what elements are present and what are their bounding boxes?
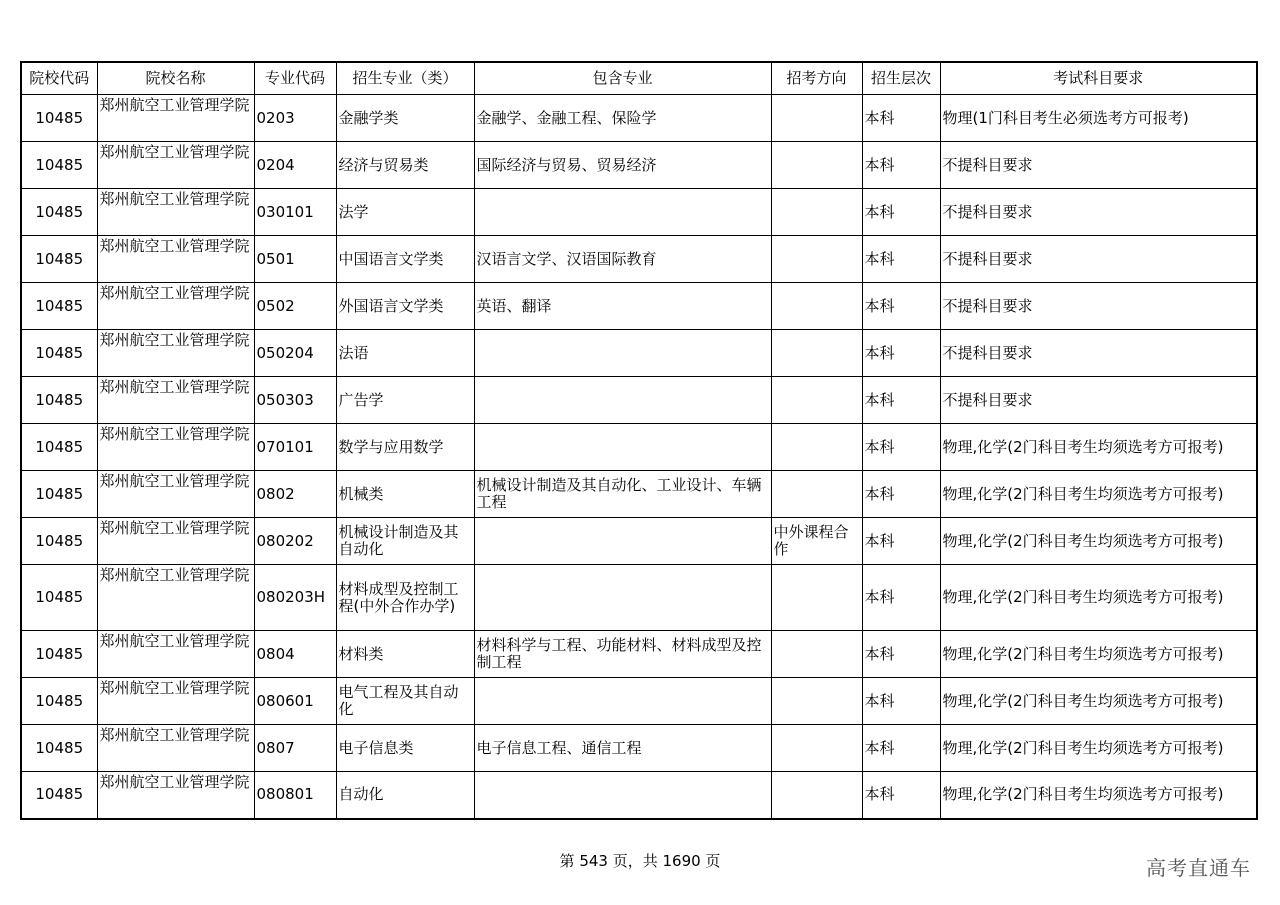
cell-included-majors bbox=[474, 565, 771, 631]
cell-subject-requirements: 物理(1门科目考生必须选考方可报考) bbox=[940, 95, 1257, 142]
cell-level: 本科 bbox=[862, 95, 940, 142]
cell-subject-requirements: 物理,化学(2门科目考生均须选考方可报考) bbox=[940, 424, 1257, 471]
cell-school-code: 10485 bbox=[21, 377, 97, 424]
cell-school-code: 10485 bbox=[21, 725, 97, 772]
cell-major-category: 经济与贸易类 bbox=[336, 142, 474, 189]
cell-school-code: 10485 bbox=[21, 518, 97, 565]
cell-direction bbox=[771, 424, 862, 471]
cell-level: 本科 bbox=[862, 471, 940, 518]
cell-direction: 中外课程合作 bbox=[771, 518, 862, 565]
cell-school-name: 郑州航空工业管理学院 bbox=[97, 236, 254, 283]
cell-direction bbox=[771, 330, 862, 377]
cell-subject-requirements: 不提科目要求 bbox=[940, 189, 1257, 236]
cell-included-majors: 电子信息工程、通信工程 bbox=[474, 725, 771, 772]
cell-school-name: 郑州航空工业管理学院 bbox=[97, 283, 254, 330]
cell-major-category: 机械设计制造及其自动化 bbox=[336, 518, 474, 565]
cell-included-majors: 英语、翻译 bbox=[474, 283, 771, 330]
header-school-code: 院校代码 bbox=[21, 62, 97, 95]
cell-major-category: 法语 bbox=[336, 330, 474, 377]
cell-direction bbox=[771, 678, 862, 725]
cell-included-majors: 材料科学与工程、功能材料、材料成型及控制工程 bbox=[474, 631, 771, 678]
table-row bbox=[21, 424, 1257, 471]
cell-subject-requirements: 物理,化学(2门科目考生均须选考方可报考) bbox=[940, 518, 1257, 565]
cell-included-majors bbox=[474, 330, 771, 377]
cell-major-code: 0203 bbox=[254, 95, 336, 142]
cell-major-category: 材料成型及控制工程(中外合作办学) bbox=[336, 565, 474, 631]
cell-level: 本科 bbox=[862, 283, 940, 330]
cell-school-code: 10485 bbox=[21, 189, 97, 236]
header-school-name: 院校名称 bbox=[97, 62, 254, 95]
cell-school-name: 郑州航空工业管理学院 bbox=[97, 330, 254, 377]
cell-major-code: 0501 bbox=[254, 236, 336, 283]
cell-major-category: 电子信息类 bbox=[336, 725, 474, 772]
cell-subject-requirements: 物理,化学(2门科目考生均须选考方可报考) bbox=[940, 565, 1257, 631]
cell-level: 本科 bbox=[862, 424, 940, 471]
cell-subject-requirements: 物理,化学(2门科目考生均须选考方可报考) bbox=[940, 772, 1257, 819]
table-body bbox=[21, 95, 1257, 819]
cell-level: 本科 bbox=[862, 142, 940, 189]
cell-level: 本科 bbox=[862, 631, 940, 678]
cell-direction bbox=[771, 189, 862, 236]
cell-major-category: 自动化 bbox=[336, 772, 474, 819]
cell-school-name: 郑州航空工业管理学院 bbox=[97, 471, 254, 518]
header-included-majors: 包含专业 bbox=[474, 62, 771, 95]
admissions-table-container bbox=[20, 61, 1258, 820]
cell-school-code: 10485 bbox=[21, 772, 97, 819]
cell-included-majors bbox=[474, 518, 771, 565]
cell-school-name: 郑州航空工业管理学院 bbox=[97, 377, 254, 424]
header-level: 招生层次 bbox=[862, 62, 940, 95]
cell-major-code: 070101 bbox=[254, 424, 336, 471]
cell-included-majors: 金融学、金融工程、保险学 bbox=[474, 95, 771, 142]
table-row bbox=[21, 95, 1257, 142]
cell-school-name: 郑州航空工业管理学院 bbox=[97, 725, 254, 772]
cell-subject-requirements: 物理,化学(2门科目考生均须选考方可报考) bbox=[940, 678, 1257, 725]
cell-direction bbox=[771, 95, 862, 142]
cell-major-category: 电气工程及其自动化 bbox=[336, 678, 474, 725]
cell-major-category: 中国语言文学类 bbox=[336, 236, 474, 283]
cell-major-code: 0802 bbox=[254, 471, 336, 518]
cell-direction bbox=[771, 377, 862, 424]
cell-school-name: 郑州航空工业管理学院 bbox=[97, 142, 254, 189]
admissions-table bbox=[20, 61, 1258, 820]
cell-school-name: 郑州航空工业管理学院 bbox=[97, 565, 254, 631]
cell-subject-requirements: 物理,化学(2门科目考生均须选考方可报考) bbox=[940, 725, 1257, 772]
cell-direction bbox=[771, 631, 862, 678]
cell-included-majors bbox=[474, 424, 771, 471]
cell-included-majors: 机械设计制造及其自动化、工业设计、车辆工程 bbox=[474, 471, 771, 518]
cell-major-code: 080601 bbox=[254, 678, 336, 725]
table-row bbox=[21, 330, 1257, 377]
cell-school-code: 10485 bbox=[21, 424, 97, 471]
table-header-row bbox=[21, 62, 1257, 95]
cell-included-majors: 汉语言文学、汉语国际教育 bbox=[474, 236, 771, 283]
cell-direction bbox=[771, 772, 862, 819]
cell-level: 本科 bbox=[862, 518, 940, 565]
table-row bbox=[21, 236, 1257, 283]
cell-school-code: 10485 bbox=[21, 631, 97, 678]
cell-school-code: 10485 bbox=[21, 565, 97, 631]
cell-included-majors bbox=[474, 678, 771, 725]
cell-school-name: 郑州航空工业管理学院 bbox=[97, 95, 254, 142]
cell-major-category: 材料类 bbox=[336, 631, 474, 678]
cell-level: 本科 bbox=[862, 772, 940, 819]
cell-direction bbox=[771, 236, 862, 283]
cell-major-code: 0804 bbox=[254, 631, 336, 678]
cell-school-code: 10485 bbox=[21, 678, 97, 725]
table-row bbox=[21, 678, 1257, 725]
table-row bbox=[21, 725, 1257, 772]
table-row bbox=[21, 631, 1257, 678]
cell-major-code: 080801 bbox=[254, 772, 336, 819]
cell-major-category: 广告学 bbox=[336, 377, 474, 424]
header-major-category: 招生专业（类） bbox=[336, 62, 474, 95]
cell-school-name: 郑州航空工业管理学院 bbox=[97, 189, 254, 236]
cell-subject-requirements: 物理,化学(2门科目考生均须选考方可报考) bbox=[940, 471, 1257, 518]
cell-level: 本科 bbox=[862, 330, 940, 377]
table-row bbox=[21, 377, 1257, 424]
cell-school-code: 10485 bbox=[21, 142, 97, 189]
cell-school-code: 10485 bbox=[21, 283, 97, 330]
cell-major-category: 外国语言文学类 bbox=[336, 283, 474, 330]
cell-direction bbox=[771, 471, 862, 518]
cell-school-code: 10485 bbox=[21, 471, 97, 518]
cell-included-majors: 国际经济与贸易、贸易经济 bbox=[474, 142, 771, 189]
cell-included-majors bbox=[474, 189, 771, 236]
cell-direction bbox=[771, 283, 862, 330]
cell-school-name: 郑州航空工业管理学院 bbox=[97, 772, 254, 819]
cell-school-name: 郑州航空工业管理学院 bbox=[97, 631, 254, 678]
cell-school-name: 郑州航空工业管理学院 bbox=[97, 424, 254, 471]
cell-school-code: 10485 bbox=[21, 330, 97, 377]
cell-subject-requirements: 不提科目要求 bbox=[940, 330, 1257, 377]
watermark-logo-text: 高考直通车 bbox=[1146, 856, 1251, 880]
cell-major-code: 050204 bbox=[254, 330, 336, 377]
cell-major-code: 030101 bbox=[254, 189, 336, 236]
cell-major-category: 数学与应用数学 bbox=[336, 424, 474, 471]
cell-level: 本科 bbox=[862, 236, 940, 283]
cell-subject-requirements: 不提科目要求 bbox=[940, 142, 1257, 189]
cell-school-name: 郑州航空工业管理学院 bbox=[97, 678, 254, 725]
cell-major-code: 0807 bbox=[254, 725, 336, 772]
cell-major-category: 金融学类 bbox=[336, 95, 474, 142]
header-direction: 招考方向 bbox=[771, 62, 862, 95]
table-row bbox=[21, 772, 1257, 819]
cell-level: 本科 bbox=[862, 725, 940, 772]
cell-school-code: 10485 bbox=[21, 236, 97, 283]
cell-direction bbox=[771, 725, 862, 772]
cell-subject-requirements: 不提科目要求 bbox=[940, 236, 1257, 283]
table-row bbox=[21, 189, 1257, 236]
cell-subject-requirements: 物理,化学(2门科目考生均须选考方可报考) bbox=[940, 631, 1257, 678]
cell-major-category: 法学 bbox=[336, 189, 474, 236]
page-number: 第 543 页，共 1690 页 bbox=[559, 852, 721, 870]
header-major-code: 专业代码 bbox=[254, 62, 336, 95]
cell-level: 本科 bbox=[862, 565, 940, 631]
cell-direction bbox=[771, 565, 862, 631]
cell-major-category: 机械类 bbox=[336, 471, 474, 518]
cell-major-code: 050303 bbox=[254, 377, 336, 424]
cell-subject-requirements: 不提科目要求 bbox=[940, 283, 1257, 330]
cell-major-code: 080203H bbox=[254, 565, 336, 631]
cell-included-majors bbox=[474, 772, 771, 819]
cell-subject-requirements: 不提科目要求 bbox=[940, 377, 1257, 424]
header-subject-requirements: 考试科目要求 bbox=[940, 62, 1257, 95]
cell-school-code: 10485 bbox=[21, 95, 97, 142]
cell-major-code: 0502 bbox=[254, 283, 336, 330]
table-row bbox=[21, 142, 1257, 189]
cell-major-code: 0204 bbox=[254, 142, 336, 189]
cell-level: 本科 bbox=[862, 377, 940, 424]
cell-level: 本科 bbox=[862, 678, 940, 725]
cell-school-name: 郑州航空工业管理学院 bbox=[97, 518, 254, 565]
cell-included-majors bbox=[474, 377, 771, 424]
cell-level: 本科 bbox=[862, 189, 940, 236]
table-row bbox=[21, 283, 1257, 330]
cell-major-code: 080202 bbox=[254, 518, 336, 565]
table-row bbox=[21, 471, 1257, 518]
table-row bbox=[21, 565, 1257, 631]
table-row bbox=[21, 518, 1257, 565]
cell-direction bbox=[771, 142, 862, 189]
